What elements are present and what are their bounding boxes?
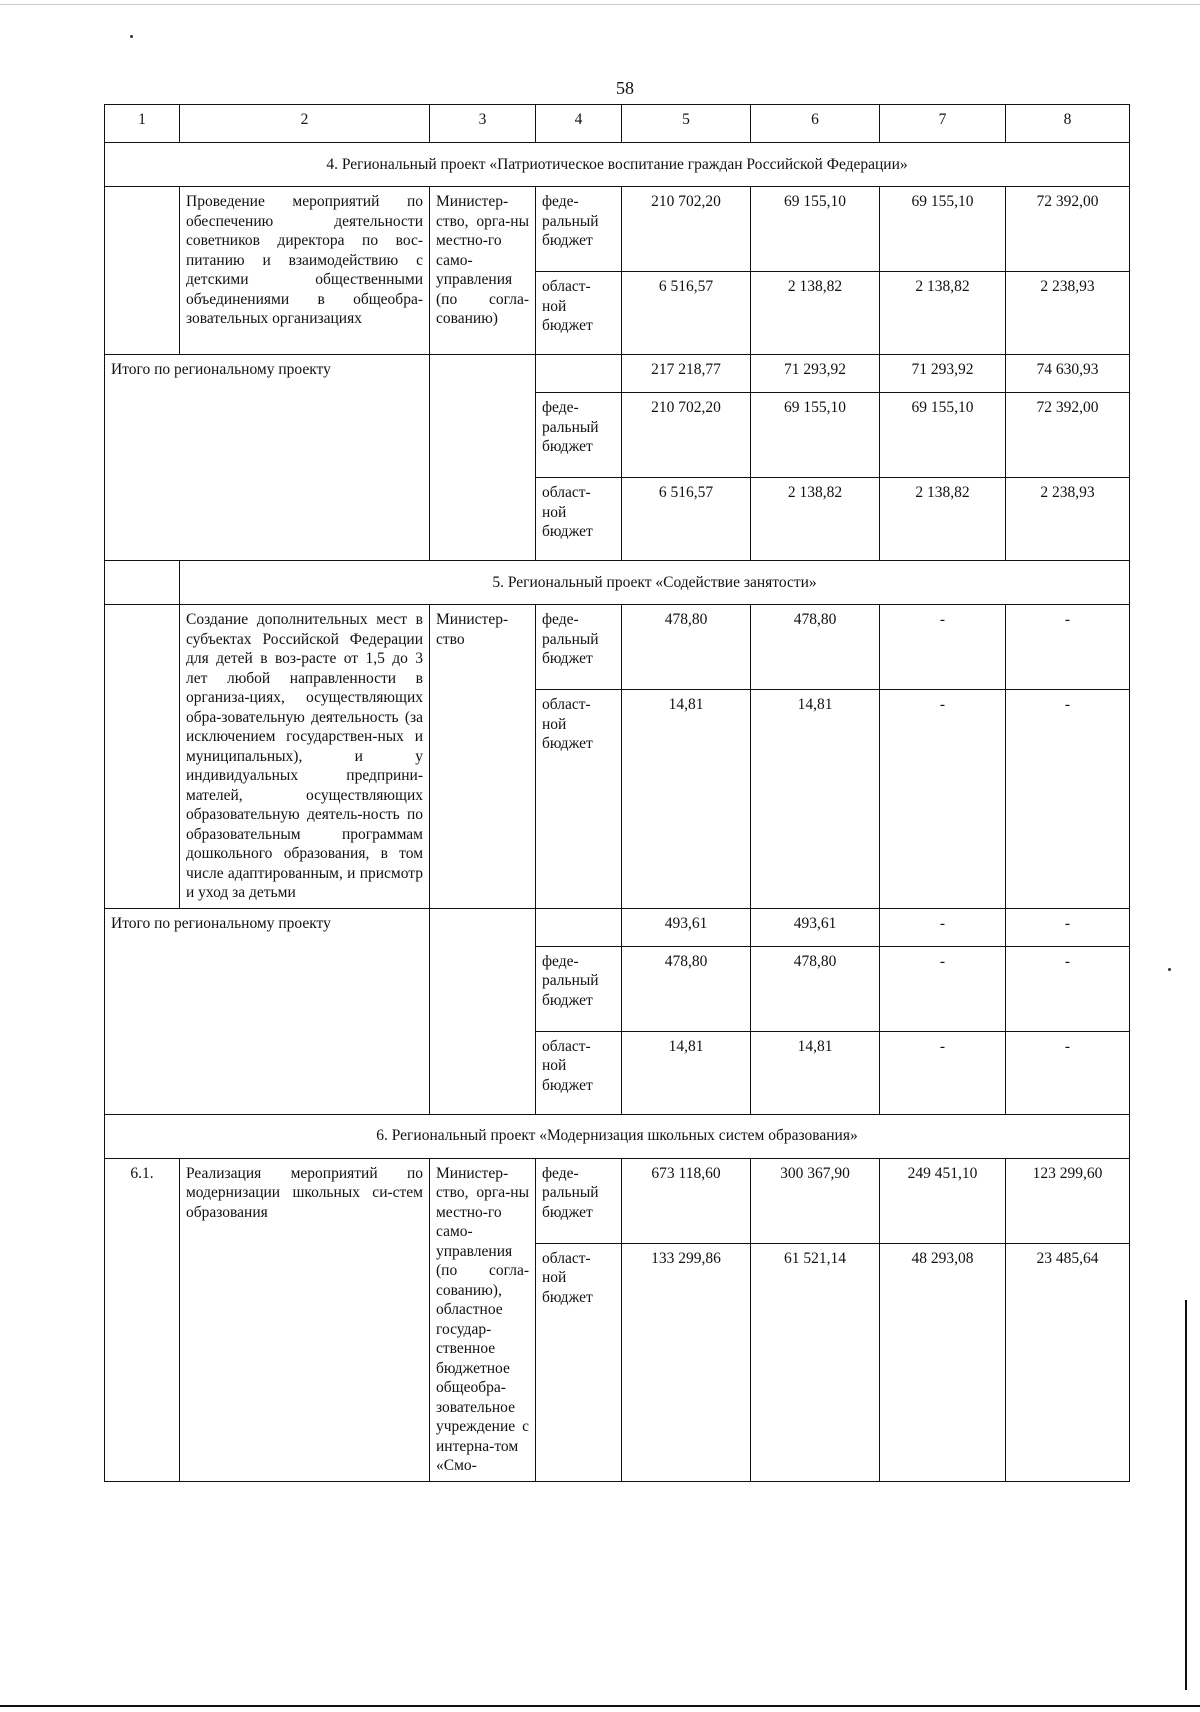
- budget-table: [104, 104, 1130, 1482]
- value-cell: 123 299,60: [1006, 1158, 1130, 1243]
- value-cell: 133 299,86: [622, 1243, 751, 1481]
- item-number-cell: [105, 605, 180, 909]
- budget-type-cell: област-ной бюджет: [536, 478, 622, 561]
- budget-type-cell: област-ной бюджет: [536, 272, 622, 355]
- value-cell: 6 516,57: [622, 478, 751, 561]
- budget-type-cell: област-ной бюджет: [536, 1031, 622, 1114]
- activity-cell: Реализация мероприятий по модернизации школьных си-стем образования: [180, 1158, 430, 1481]
- value-cell: 74 630,93: [1006, 355, 1130, 393]
- value-cell: 478,80: [622, 946, 751, 1031]
- value-cell: -: [1006, 908, 1130, 946]
- value-cell: 2 138,82: [880, 272, 1006, 355]
- header-row: [105, 105, 1130, 143]
- activity-cell: Проведение мероприятий по обеспечению деятельности советников директора по вос-питанию и взаимодействию с детскими общественными объединениями в общеобра-зовательных организациях: [180, 187, 430, 355]
- value-cell: 478,80: [751, 946, 880, 1031]
- budget-type-cell: [536, 908, 622, 946]
- value-cell: 217 218,77: [622, 355, 751, 393]
- value-cell: -: [1006, 946, 1130, 1031]
- value-cell: 300 367,90: [751, 1158, 880, 1243]
- value-cell: 14,81: [622, 690, 751, 909]
- scan-speck: [1168, 968, 1171, 971]
- budget-type-cell: феде-ральный бюджет: [536, 393, 622, 478]
- table-row: [105, 187, 1130, 272]
- value-cell: 210 702,20: [622, 393, 751, 478]
- budget-type-cell: област-ной бюджет: [536, 1243, 622, 1481]
- value-cell: 2 138,82: [751, 272, 880, 355]
- value-cell: 2 138,82: [880, 478, 1006, 561]
- page-number: 58: [616, 78, 634, 98]
- header-cell: 2: [180, 105, 430, 143]
- section-title-row: [105, 143, 1130, 187]
- value-cell: 14,81: [751, 690, 880, 909]
- budget-type-cell: [536, 355, 622, 393]
- value-cell: 493,61: [622, 908, 751, 946]
- header-cell: 5: [622, 105, 751, 143]
- section-title-row: [105, 561, 1130, 605]
- value-cell: 48 293,08: [880, 1243, 1006, 1481]
- value-cell: 69 155,10: [880, 393, 1006, 478]
- value-cell: -: [880, 1031, 1006, 1114]
- scan-edge-right: [1185, 1300, 1187, 1690]
- executor-cell: Министер-ство: [430, 605, 536, 909]
- scan-edge-top: [0, 4, 1200, 5]
- table-row: [105, 1158, 1130, 1243]
- value-cell: -: [1006, 1031, 1130, 1114]
- value-cell: 2 138,82: [751, 478, 880, 561]
- budget-type-cell: феде-ральный бюджет: [536, 187, 622, 272]
- section-title: 5. Региональный проект «Содействие занятости»: [180, 561, 1130, 605]
- value-cell: 69 155,10: [751, 187, 880, 272]
- header-cell: 8: [1006, 105, 1130, 143]
- value-cell: -: [880, 946, 1006, 1031]
- item-number-cell: [105, 187, 180, 355]
- section-title: 4. Региональный проект «Патриотическое воспитание граждан Российской Федерации»: [105, 143, 1130, 187]
- value-cell: -: [880, 908, 1006, 946]
- executor-cell: Министер-ство, орга-ны местно-го само-управления (по согла-сованию), областное государ-ственное бюджетное общеобра-зовательное учреждение с интерна-том «Смо-: [430, 1158, 536, 1481]
- executor-cell: [430, 908, 536, 1114]
- executor-cell: [430, 355, 536, 561]
- value-cell: -: [1006, 605, 1130, 690]
- value-cell: 673 118,60: [622, 1158, 751, 1243]
- scan-edge-bottom: [0, 1705, 1200, 1707]
- item-number-cell: [105, 561, 180, 605]
- value-cell: -: [880, 690, 1006, 909]
- value-cell: 69 155,10: [880, 187, 1006, 272]
- value-cell: 61 521,14: [751, 1243, 880, 1481]
- total-label: Итого по региональному проекту: [105, 355, 430, 561]
- value-cell: 14,81: [751, 1031, 880, 1114]
- section-title: 6. Региональный проект «Модернизация школьных систем образования»: [105, 1114, 1130, 1158]
- value-cell: 478,80: [622, 605, 751, 690]
- value-cell: 14,81: [622, 1031, 751, 1114]
- scan-speck: [130, 35, 133, 38]
- header-cell: 7: [880, 105, 1006, 143]
- header-cell: 3: [430, 105, 536, 143]
- value-cell: -: [1006, 690, 1130, 909]
- value-cell: 72 392,00: [1006, 393, 1130, 478]
- budget-type-cell: феде-ральный бюджет: [536, 605, 622, 690]
- item-number-cell: 6.1.: [105, 1158, 180, 1481]
- value-cell: 71 293,92: [751, 355, 880, 393]
- value-cell: 478,80: [751, 605, 880, 690]
- activity-cell: Создание дополнительных мест в субъектах Российской Федерации для детей в воз-расте от 1,5 до 3 лет любой направленности в организа-циях, осуществляющих обра-зовательную деятельность (за исключением государствен-ных и муниципальных), и у индивидуальных предприни-мателей, осуществляющих образовательную деятель-ность по образовательным программам дошкольного образования, в том числе адаптированным, и присмотр и уход за детьми: [180, 605, 430, 909]
- section-title-row: [105, 1114, 1130, 1158]
- value-cell: 72 392,00: [1006, 187, 1130, 272]
- header-cell: 4: [536, 105, 622, 143]
- budget-type-cell: област-ной бюджет: [536, 690, 622, 909]
- total-label: Итого по региональному проекту: [105, 908, 430, 1114]
- table-row: [105, 605, 1130, 690]
- value-cell: 69 155,10: [751, 393, 880, 478]
- budget-type-cell: феде-ральный бюджет: [536, 1158, 622, 1243]
- executor-cell: Министер-ство, орга-ны местно-го само-управления (по согла-сованию): [430, 187, 536, 355]
- total-row: [105, 355, 1130, 393]
- header-cell: 6: [751, 105, 880, 143]
- value-cell: 2 238,93: [1006, 272, 1130, 355]
- value-cell: 493,61: [751, 908, 880, 946]
- budget-type-cell: феде-ральный бюджет: [536, 946, 622, 1031]
- value-cell: 71 293,92: [880, 355, 1006, 393]
- value-cell: 6 516,57: [622, 272, 751, 355]
- header-cell: 1: [105, 105, 180, 143]
- value-cell: 249 451,10: [880, 1158, 1006, 1243]
- value-cell: 23 485,64: [1006, 1243, 1130, 1481]
- value-cell: 2 238,93: [1006, 478, 1130, 561]
- total-row: [105, 908, 1130, 946]
- value-cell: 210 702,20: [622, 187, 751, 272]
- value-cell: -: [880, 605, 1006, 690]
